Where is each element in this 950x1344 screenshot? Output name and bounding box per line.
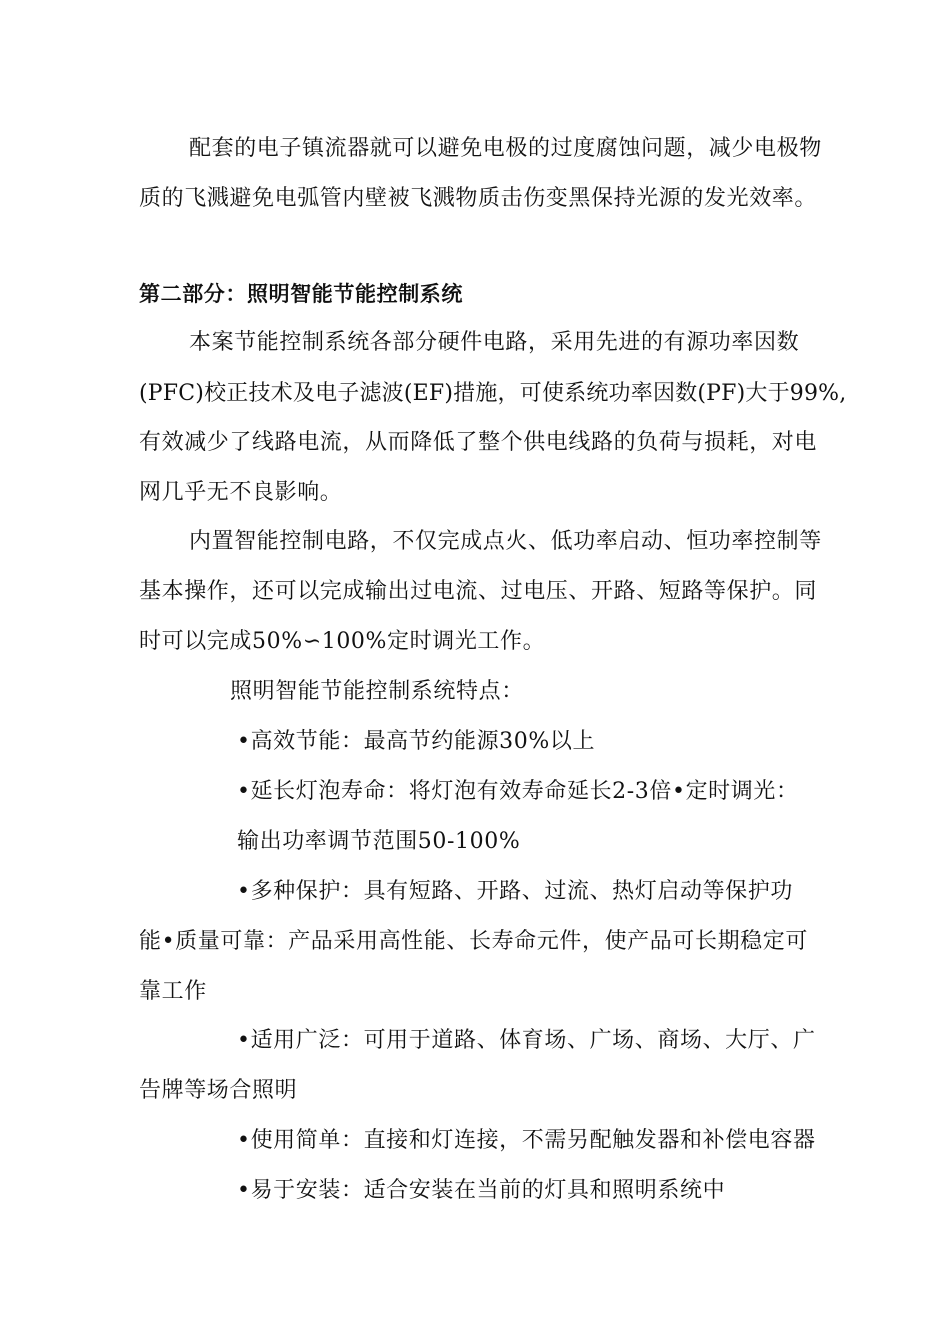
feature-line-5: 能•质量可靠：产品采用高性能、长寿命元件，使产品可长期稳定可 [139,929,808,954]
paragraph-1-line-2: 质的飞溅避免电弧管内壁被飞溅物质击伤变黑保持光源的发光效率。 [139,186,818,211]
paragraph-2-line-4: 网几乎无不良影响。 [139,480,343,505]
feature-line-4: •多种保护：具有短路、开路、过流、热灯启动等保护功 [237,879,793,904]
feature-line-8: 告牌等场合照明 [139,1078,298,1103]
paragraph-2-line-3: 有效减少了线路电流，从而降低了整个供电线路的负荷与损耗，对电 [139,430,818,455]
feature-line-9: •使用简单：直接和灯连接，不需另配触发器和补偿电容器 [237,1128,816,1153]
paragraph-3-line-3: 时可以完成50%∽100%定时调光工作。 [139,629,546,654]
features-title: 照明智能节能控制系统特点： [230,679,524,704]
paragraph-3-line-2: 基本操作，还可以完成输出过电流、过电压、开路、短路等保护。同 [139,579,818,604]
paragraph-3-line-1: 内置智能控制电路，不仅完成点火、低功率启动、恒功率控制等 [189,529,822,554]
feature-line-10: •易于安装：适合安装在当前的灯具和照明系统中 [237,1178,726,1203]
feature-line-6: 靠工作 [139,979,207,1004]
feature-line-2: •延长灯泡寿命：将灯泡有效寿命延长2-3倍•定时调光： [237,779,799,804]
feature-line-1: •高效节能：最高节约能源30%以上 [237,729,596,754]
paragraph-1-line-1: 配套的电子镇流器就可以避免电极的过度腐蚀问题，减少电极物 [189,136,822,161]
feature-line-3: 输出功率调节范围50-100% [237,829,521,854]
paragraph-2-line-1: 本案节能控制系统各部分硬件电路，采用先进的有源功率因数 [189,330,800,355]
paragraph-2-line-2: (PFC)校正技术及电子滤波(EF)措施，可使系统功率因数(PF)大于99%, [139,381,847,406]
feature-line-7: •适用广泛：可用于道路、体育场、广场、商场、大厅、广 [237,1028,816,1053]
section-heading: 第二部分：照明智能节能控制系统 [139,282,463,306]
